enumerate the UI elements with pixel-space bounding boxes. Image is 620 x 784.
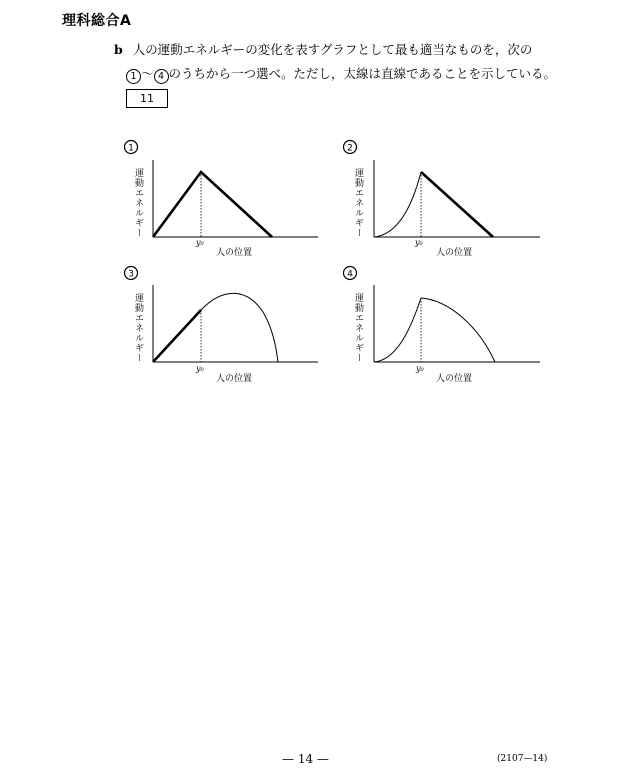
graph-3 (125, 267, 319, 385)
question-label: b (114, 42, 123, 57)
y0-marker: y₀ (196, 364, 204, 373)
page-header-title: 理科総合A (62, 13, 132, 29)
energy-curve-fall (421, 298, 495, 362)
y0-marker: y₀ (196, 238, 204, 247)
x-axis-label: 人の位置 (436, 374, 473, 384)
x-axis-label: 人の位置 (436, 248, 473, 258)
energy-curve (153, 172, 272, 237)
graph-2 (344, 141, 541, 259)
question-text-line1: 人の運動エネルギーの変化を表すグラフとして最も適当なものを，次の (132, 42, 533, 57)
x-axis-label: 人の位置 (216, 248, 253, 258)
energy-curve-arc (201, 293, 278, 362)
y0-marker: y₀ (415, 238, 423, 247)
document-code: (2107—14) (497, 754, 548, 764)
y-axis-label: 運動エネルギー (353, 168, 363, 238)
page-number: — 14 — (282, 752, 329, 766)
answer-box[interactable]: 11 (126, 89, 168, 108)
choice-first-number: 1 (126, 69, 141, 84)
graph-1 (125, 141, 319, 259)
y-axis-label: 運動エネルギー (133, 293, 143, 363)
graph-4 (344, 267, 541, 385)
energy-curve-rise (153, 310, 201, 362)
energy-curve-rise (374, 172, 421, 237)
question-text-line2: のうちから一つ選べ。ただし，太線は直線であることを示している。 (168, 66, 557, 81)
graph-number: 1 (128, 143, 134, 154)
graph-number: 2 (347, 143, 353, 154)
graph-number: 4 (347, 269, 353, 280)
y-axis-label: 運動エネルギー (353, 293, 363, 363)
x-axis-label: 人の位置 (216, 374, 253, 384)
range-separator: ～ (141, 66, 154, 81)
y0-marker: y₀ (416, 364, 424, 373)
energy-curve-fall (421, 172, 493, 237)
graph-number: 3 (128, 269, 134, 280)
y-axis-label: 運動エネルギー (133, 168, 143, 238)
choice-last-number: 4 (154, 69, 169, 84)
energy-curve-rise (374, 298, 421, 362)
